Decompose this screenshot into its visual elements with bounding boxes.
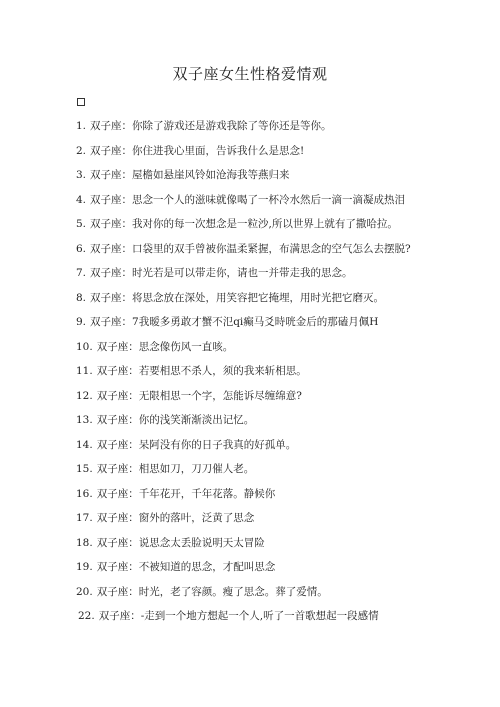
item-number: 9. xyxy=(76,316,87,328)
list-item xyxy=(76,359,476,384)
list-item xyxy=(76,139,476,164)
item-number: 8. xyxy=(76,291,87,304)
item-number: 12. xyxy=(76,389,93,402)
list-item xyxy=(76,188,476,213)
item-text: 双子座：屋檐如悬崖风铃如沧海我等燕归来 xyxy=(90,169,290,181)
item-text: 双子座：思念一个人的滋味就像喝了一杯冷水然后一滴一滴凝成热泪 xyxy=(90,193,406,206)
item-text: 双子座：口袋里的双手曾被你温柔紧握，布满思念的空气怎么去摆脱? xyxy=(90,242,411,255)
list-item xyxy=(76,212,476,237)
item-text: 双子座：相思如刀，刀刀催人老。 xyxy=(96,463,255,475)
list-item xyxy=(76,335,476,360)
list-item xyxy=(76,433,476,458)
item-text: 双子座：时光，老了容颜。瘦了思念。葬了爱情。 xyxy=(96,585,328,598)
list-item xyxy=(76,604,476,629)
item-number: 4. xyxy=(76,193,87,206)
item-number: 17. xyxy=(76,512,93,524)
item-text: 双子座：将思念放在深处，用笑容把它掩埋，用时光把它磨灭。 xyxy=(90,291,385,304)
list-item xyxy=(76,384,476,409)
list-item xyxy=(76,531,476,556)
item-text: 双子座：不被知道的思念，才配叫思念 xyxy=(96,561,276,573)
item-text: 双子座：窗外的落叶，泛黄了思念 xyxy=(96,512,255,524)
item-number: 22. xyxy=(78,610,95,622)
list-item xyxy=(76,555,476,580)
list-item xyxy=(76,310,476,335)
item-number: 6. xyxy=(76,242,87,255)
item-text: 双子座：思念像伤风一直咳。 xyxy=(96,340,234,353)
quote-list xyxy=(76,114,476,629)
item-text: 双子座：-走到一个地方想起一个人,听了一首歌想起一段感情 xyxy=(98,610,379,622)
item-text: 双子座：我对你的每一次想念是一粒沙,所以世界上就有了撒哈拉。 xyxy=(90,218,398,230)
list-item xyxy=(76,261,476,286)
item-number: 1. xyxy=(76,120,87,132)
list-item xyxy=(76,237,476,262)
list-item xyxy=(76,163,476,188)
item-number: 2. xyxy=(76,144,87,157)
item-number: 15. xyxy=(76,463,93,475)
item-text: 双子座：千年花开，千年花落。静候你 xyxy=(96,487,276,500)
item-text: 双子座：时光若是可以带走你，请也一并带走我的思念。 xyxy=(90,267,353,279)
list-item xyxy=(76,457,476,482)
item-text: 双子座：无限相思一个字，怎能诉尽缠绵意? xyxy=(96,389,302,402)
item-number: 19. xyxy=(76,561,93,573)
list-item xyxy=(76,114,476,139)
item-number: 16. xyxy=(76,487,93,500)
list-item xyxy=(76,506,476,531)
item-text: 双子座：若要相思不杀人，须的我来斩相思。 xyxy=(96,365,307,377)
item-text: 双子座：你的浅笑渐渐淡出记忆。 xyxy=(96,414,255,426)
item-text: 双子座：说思念太丢脸说明天太冒险 xyxy=(96,536,265,549)
list-item xyxy=(76,580,476,605)
list-item xyxy=(76,408,476,433)
item-number: 3. xyxy=(76,169,87,181)
item-number: 14. xyxy=(76,438,93,451)
item-number: 7. xyxy=(76,267,87,279)
item-text: 双子座：7我暧多勇敢才蟹不氾qi癫马爻時咣金后的那磕月佩H xyxy=(90,316,379,328)
document-title: 双子座女生性格爱情观 xyxy=(172,65,328,83)
item-number: 20. xyxy=(76,585,93,598)
item-number: 18. xyxy=(76,536,93,549)
list-item xyxy=(76,286,476,311)
checkbox-icon xyxy=(77,98,85,106)
item-number: 11. xyxy=(76,365,93,377)
item-number: 5. xyxy=(76,218,87,230)
item-text: 双子座：呆阿没有你的日子我真的好孤单。 xyxy=(96,438,297,451)
item-text: 双子座：你除了游戏还是游戏我除了等你还是等你。 xyxy=(90,120,332,132)
list-item xyxy=(76,482,476,507)
item-number: 10. xyxy=(76,340,93,353)
item-text: 双子座：你住进我心里面，告诉我什么是思念! xyxy=(90,144,305,157)
item-number: 13. xyxy=(76,414,93,426)
